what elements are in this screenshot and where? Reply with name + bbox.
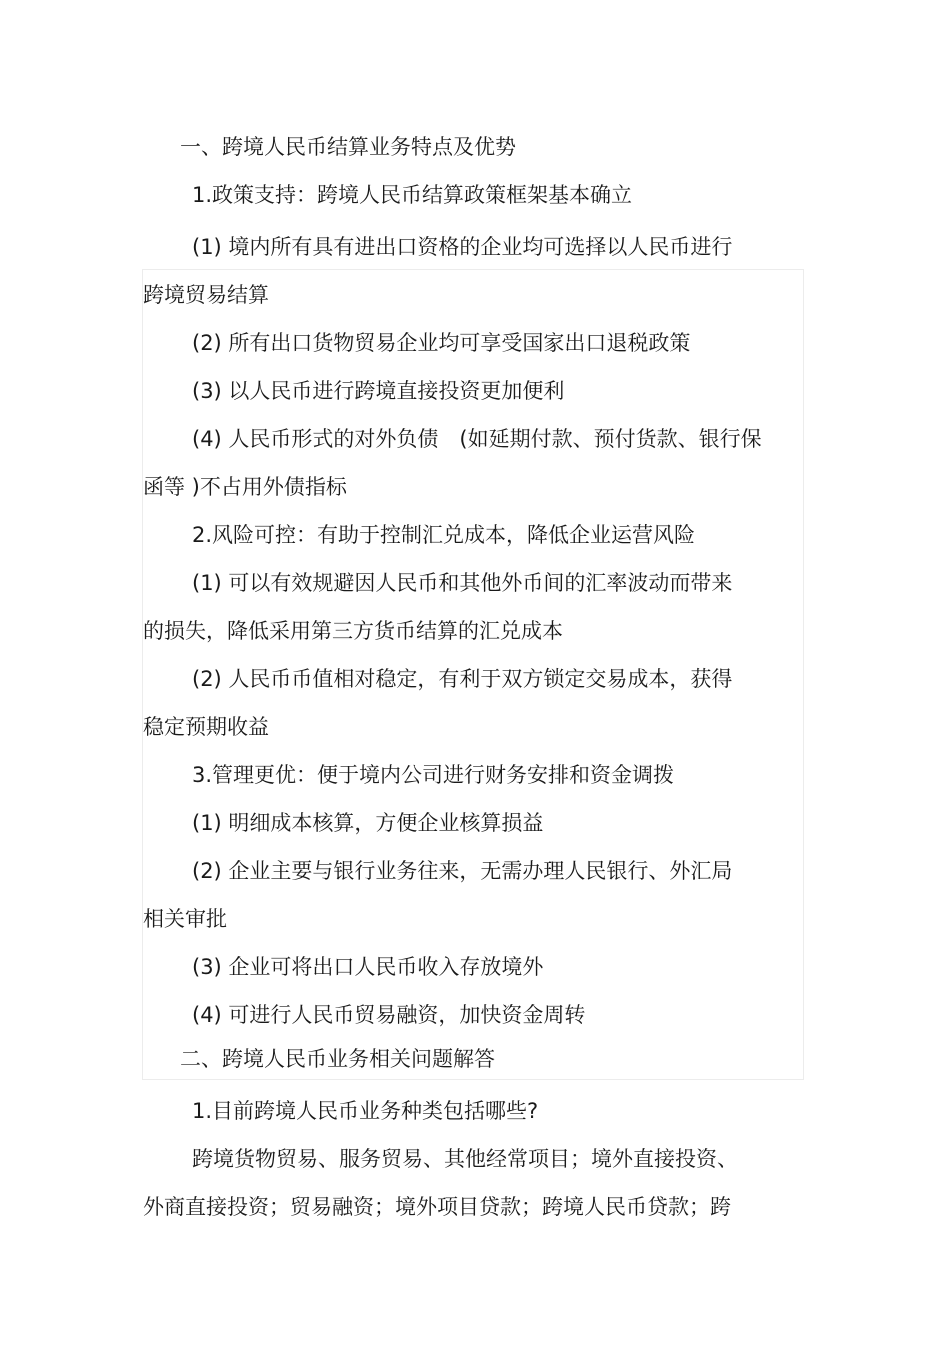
paragraph-line: 跨境贸易结算 — [143, 283, 269, 307]
subheading-4: 1.目前跨境人民币业务种类包括哪些? — [192, 1099, 539, 1123]
paragraph-line: (3) 以人民币进行跨境直接投资更加便利 — [192, 379, 565, 403]
paragraph-line: (4) 可进行人民币贸易融资，加快资金周转 — [192, 1003, 586, 1027]
heading-section-1: 一、跨境人民币结算业务特点及优势 — [180, 135, 516, 159]
paragraph-line: (2) 人民币币值相对稳定，有利于双方锁定交易成本，获得 — [192, 667, 733, 691]
paragraph-line: (1) 明细成本核算，方便企业核算损益 — [192, 811, 544, 835]
paragraph-line: 稳定预期收益 — [143, 715, 269, 739]
paragraph-line: 相关审批 — [143, 907, 227, 931]
subheading-3: 3.管理更优：便于境内公司进行财务安排和资金调拨 — [192, 763, 675, 787]
paragraph-line: (4) 人民币形式的对外负债 (如延期付款、预付货款、银行保 — [192, 427, 762, 451]
paragraph-line: 的损失，降低采用第三方货币结算的汇兑成本 — [143, 619, 563, 643]
paragraph-line: (2) 企业主要与银行业务往来，无需办理人民银行、外汇局 — [192, 859, 733, 883]
paragraph-line: (2) 所有出口货物贸易企业均可享受国家出口退税政策 — [192, 331, 691, 355]
paragraph-line: 跨境货物贸易、服务贸易、其他经常项目；境外直接投资、 — [192, 1147, 738, 1171]
paragraph-line: 外商直接投资；贸易融资；境外项目贷款；跨境人民币贷款；跨 — [143, 1195, 731, 1219]
paragraph-line: (1) 可以有效规避因人民币和其他外币间的汇率波动而带来 — [192, 571, 733, 595]
paragraph-line: (3) 企业可将出口人民币收入存放境外 — [192, 955, 544, 979]
subheading-2: 2.风险可控：有助于控制汇兑成本，降低企业运营风险 — [192, 523, 696, 547]
paragraph-line: 函等 )不占用外债指标 — [143, 475, 347, 499]
subheading-1: 1.政策支持：跨境人民币结算政策框架基本确立 — [192, 183, 633, 207]
heading-section-2: 二、跨境人民币业务相关问题解答 — [180, 1047, 495, 1071]
paragraph-line: (1) 境内所有具有进出口资格的企业均可选择以人民币进行 — [192, 235, 733, 259]
